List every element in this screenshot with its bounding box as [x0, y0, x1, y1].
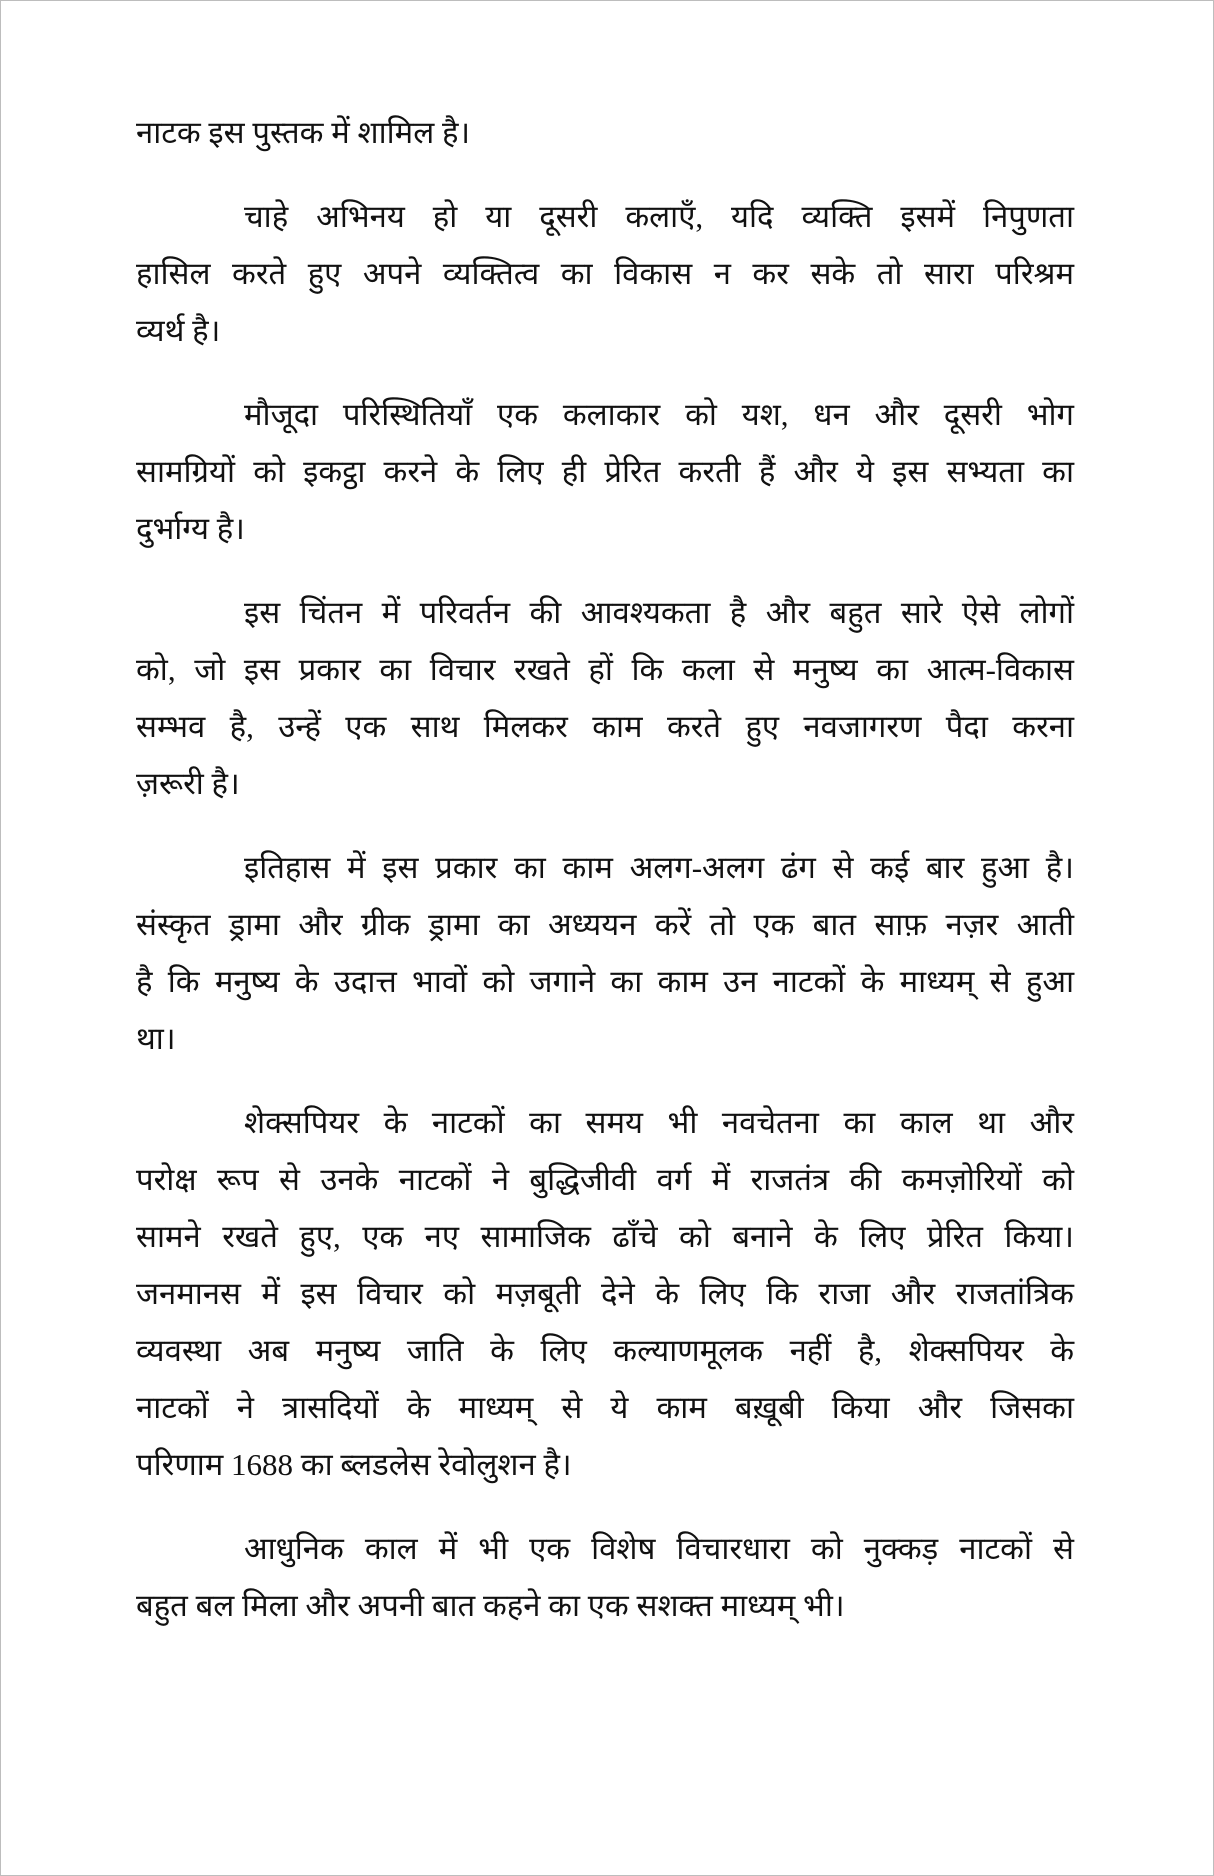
text-line: परोक्ष रूप से उनके नाटकों ने बुद्धिजीवी वर्ग में राजतंत्र की कमज़ोरियों को — [136, 1162, 1074, 1197]
text-line: इतिहास में इस प्रकार का काम अलग-अलग ढंग से कई बार हुआ है। — [244, 850, 1074, 885]
text-line: संस्कृत ड्रामा और ग्रीक ड्रामा का अध्ययन करें तो एक बात साफ़ नज़र आती — [136, 907, 1074, 942]
paragraph — [136, 839, 1074, 1067]
paragraph — [136, 1094, 1074, 1493]
text-line: नाटकों ने त्रासदियों के माध्यम् से ये काम बख़ूबी किया और जिसका — [136, 1390, 1074, 1425]
text-line: सामने रखते हुए, एक नए सामाजिक ढाँचे को बनाने के लिए प्रेरित किया। — [136, 1219, 1074, 1254]
paragraph — [136, 1520, 1074, 1634]
text-line: दुर्भाग्य है। — [136, 511, 245, 546]
text-line: आधुनिक काल में भी एक विशेष विचारधारा को नुक्कड़ नाटकों से — [244, 1531, 1074, 1566]
text-line: शेक्सपियर के नाटकों का समय भी नवचेतना का काल था और — [244, 1105, 1074, 1140]
text-line: है कि मनुष्य के उदात्त भावों को जगाने का काम उन नाटकों के माध्यम् से हुआ — [136, 964, 1074, 999]
body-text — [136, 104, 1074, 1661]
text-line: हासिल करते हुए अपने व्यक्तित्व का विकास न कर सके तो सारा परिश्रम — [136, 256, 1074, 291]
text-line: बहुत बल मिला और अपनी बात कहने का एक सशक्त माध्यम् भी। — [136, 1588, 845, 1623]
paragraph — [136, 584, 1074, 812]
text-line: ज़रूरी है। — [136, 766, 240, 801]
text-line: इस चिंतन में परिवर्तन की आवश्यकता है और बहुत सारे ऐसे लोगों — [244, 595, 1074, 630]
text-line: को, जो इस प्रकार का विचार रखते हों कि कला से मनुष्य का आत्म-विकास — [136, 652, 1074, 687]
paragraph — [136, 386, 1074, 557]
paragraph — [136, 188, 1074, 359]
text-line: जनमानस में इस विचार को मज़बूती देने के लिए कि राजा और राजतांत्रिक — [136, 1276, 1074, 1311]
text-line: था। — [136, 1021, 176, 1056]
text-line: सम्भव है, उन्हें एक साथ मिलकर काम करते हुए नवजागरण पैदा करना — [136, 709, 1074, 744]
paragraph — [136, 104, 1074, 161]
text-line: व्यवस्था अब मनुष्य जाति के लिए कल्याणमूलक नहीं है, शेक्सपियर के — [136, 1333, 1074, 1368]
text-line: मौजूदा परिस्थितियाँ एक कलाकार को यश, धन और दूसरी भोग — [244, 397, 1074, 432]
text-line: व्यर्थ है। — [136, 313, 221, 348]
text-line: परिणाम 1688 का ब्लडलेस रेवोलुशन है। — [136, 1447, 572, 1482]
text-line: सामग्रियों को इकट्ठा करने के लिए ही प्रेरित करती हैं और ये इस सभ्यता का — [136, 454, 1074, 489]
text-line: नाटक इस पुस्तक में शामिल है। — [136, 115, 471, 150]
text-line: चाहे अभिनय हो या दूसरी कलाएँ, यदि व्यक्ति इसमें निपुणता — [244, 199, 1074, 234]
